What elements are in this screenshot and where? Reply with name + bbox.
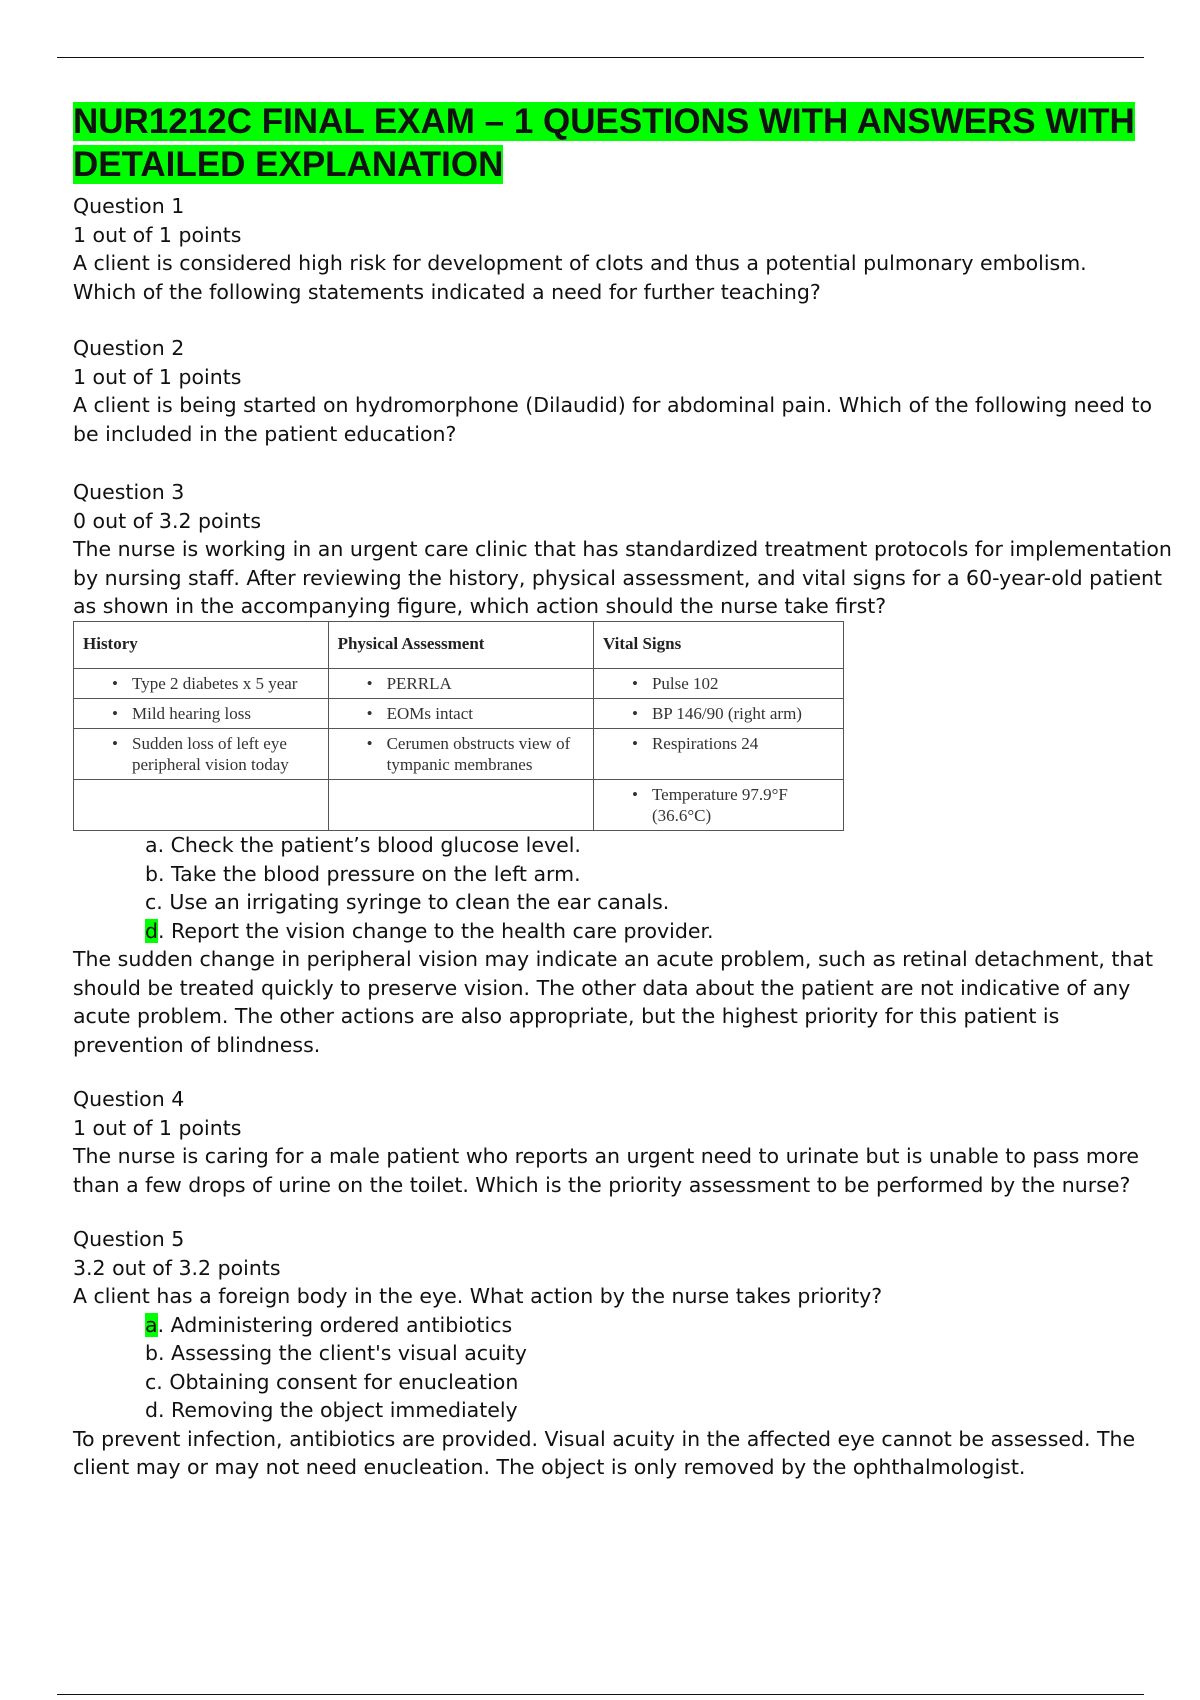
- table-cell: • PERRLA: [328, 669, 593, 699]
- answer-explanation: The sudden change in peripheral vision may indicate an acute problem, such as retinal detachment, that should be treated quickly to preserve vision. The other data about the patient are not indicative of any acute problem. The other actions are also appropriate, but the highest priority for this patient is prevention of blindness.: [73, 947, 1154, 1057]
- answer-option-c: c. Use an irrigating syringe to clean the ear canals.: [145, 890, 670, 914]
- answer-option-a: a. Administering ordered antibiotics: [145, 1312, 513, 1337]
- table-header-row: [74, 621, 844, 669]
- answer-explanation: To prevent infection, antibiotics are provided. Visual acuity in the affected eye cannot be assessed. The client may or may not need enucleation. The object is only removed by the ophthalmologist.: [73, 1426, 1136, 1479]
- question-points: 0 out of 3.2 points: [73, 508, 262, 533]
- table-cell: • EOMs intact: [328, 699, 593, 729]
- question-points: 1 out of 1 points: [73, 1115, 242, 1140]
- table-cell-empty: [328, 780, 593, 831]
- table-cell: • Cerumen obstructs view of tympanic membranes: [328, 729, 593, 780]
- answer-option-d: d. Report the vision change to the health care provider.: [145, 918, 714, 943]
- table-row: [74, 669, 844, 699]
- question-3: [73, 478, 1173, 1059]
- assessment-table: [73, 621, 844, 832]
- table-cell: • Temperature 97.9°F (36.6°C): [593, 780, 843, 831]
- top-rule: [57, 57, 1144, 58]
- document-body: [73, 100, 1173, 1482]
- answer-option-d: d. Removing the object immediately: [145, 1398, 518, 1422]
- correct-answer-marker: a: [145, 1312, 158, 1337]
- table-cell: • Mild hearing loss: [74, 699, 329, 729]
- question-2: [73, 334, 1173, 448]
- question-points: 1 out of 1 points: [73, 364, 242, 389]
- question-text: A client has a foreign body in the eye. What action by the nurse takes priority?: [73, 1284, 883, 1308]
- question-label: Question 4: [73, 1087, 185, 1111]
- table-row: [74, 699, 844, 729]
- question-label: Question 2: [73, 336, 185, 360]
- answer-option-b: b. Assessing the client's visual acuity: [145, 1341, 527, 1365]
- answer-option-b: b. Take the blood pressure on the left arm.: [145, 861, 581, 886]
- page-title: NUR1212C FINAL EXAM – 1 QUESTIONS WITH ANSWERS WITH DETAILED EXPLANATION: [73, 102, 1135, 184]
- table-cell: • Type 2 diabetes x 5 year: [74, 669, 329, 699]
- table-cell: • BP 146/90 (right arm): [593, 699, 843, 729]
- question-1: [73, 192, 1173, 306]
- question-label: Question 5: [73, 1227, 185, 1251]
- correct-answer-marker: d: [145, 918, 159, 943]
- question-text: The nurse is caring for a male patient who reports an urgent need to urinate but is unable to pass more than a few drops of urine on the toilet. Which is the priority assessment to be performed by the nurse?: [73, 1144, 1139, 1197]
- answer-options: [145, 831, 1173, 945]
- table-header-history: History: [74, 621, 329, 669]
- question-4: [73, 1085, 1173, 1199]
- table-header-vital-signs: Vital Signs: [593, 621, 843, 669]
- answer-option-a: a. Check the patient’s blood glucose level.: [145, 833, 581, 857]
- bottom-rule: [57, 1694, 1144, 1695]
- table-row: [74, 729, 844, 780]
- answer-options: [145, 1311, 1173, 1425]
- question-points: 3.2 out of 3.2 points: [73, 1255, 281, 1280]
- table-cell: • Respirations 24: [593, 729, 843, 780]
- question-text: The nurse is working in an urgent care clinic that has standardized treatment protocols for implementation by nursing staff. After reviewing the history, physical assessment, and vital signs for a 60-year-old patient as shown in the accompanying figure, which action should the nurse take first?: [73, 537, 1172, 618]
- table-row: [74, 780, 844, 831]
- question-text: A client is considered high risk for development of clots and thus a potential pulmonary embolism. Which of the following statements indicated a need for further teaching?: [73, 251, 1087, 304]
- question-5: [73, 1225, 1173, 1482]
- question-label: Question 3: [73, 480, 185, 504]
- table-header-physical-assessment: Physical Assessment: [328, 621, 593, 669]
- question-label: Question 1: [73, 194, 185, 218]
- answer-option-c: c. Obtaining consent for enucleation: [145, 1369, 519, 1394]
- table-cell-empty: [74, 780, 329, 831]
- table-cell: • Pulse 102: [593, 669, 843, 699]
- table-cell: • Sudden loss of left eye peripheral vision today: [74, 729, 329, 780]
- question-points: 1 out of 1 points: [73, 222, 242, 247]
- question-text: A client is being started on hydromorphone (Dilaudid) for abdominal pain. Which of the following need to be included in the patient education?: [73, 393, 1153, 446]
